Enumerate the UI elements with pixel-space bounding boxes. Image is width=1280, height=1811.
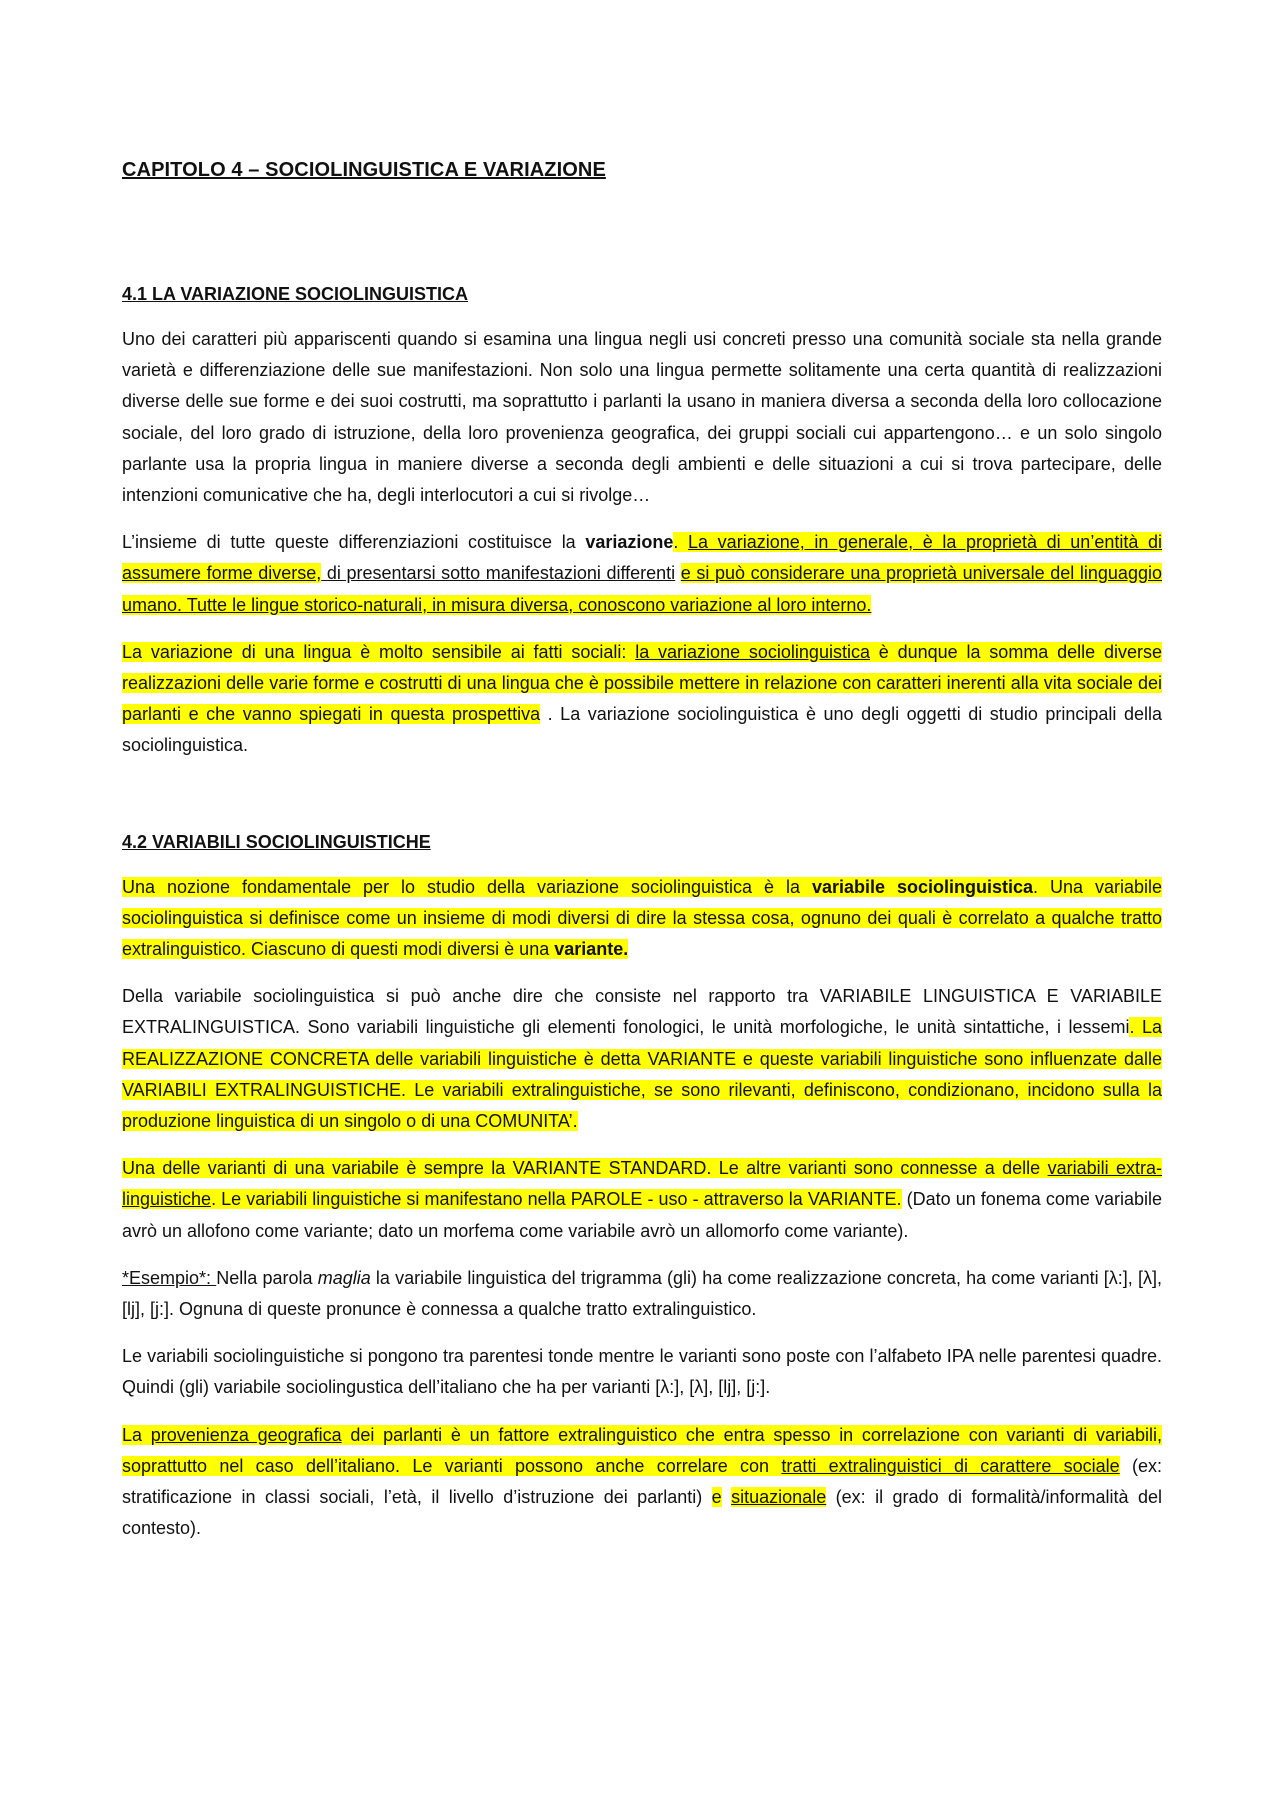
paragraph-4-2-variante-standard	[122, 1153, 1162, 1247]
section-heading-4-1: 4.1 LA VARIAZIONE SOCIOLINGUISTICA	[122, 284, 469, 304]
paragraph-4-2-provenienza	[122, 1420, 1162, 1545]
paragraph-4-2-nozione	[122, 872, 1162, 966]
highlighted-text: .	[673, 532, 689, 553]
bold-term-variante: variante.	[554, 939, 629, 960]
highlighted-text: Una nozione fondamentale per lo studio della variazione sociolinguistica è la	[122, 876, 812, 897]
highlighted-text: . Le variabili linguistiche si manifestano nella PAROLE - uso - attraverso la VARIANTE.	[211, 1189, 902, 1210]
text-run	[675, 563, 681, 583]
example-label: *Esempio*:	[122, 1267, 217, 1288]
highlighted-text: e	[711, 1487, 722, 1508]
bold-term-variabile-sociolinguistica: variabile sociolinguistica	[811, 876, 1034, 897]
highlighted-text: La	[122, 1424, 151, 1445]
highlighted-underlined-text: la variazione sociolinguistica	[635, 641, 870, 662]
highlighted-text: dei parlanti è un fattore extralinguistico che entra spesso in correlazione con varianti di variabili, soprattutto nel caso dell’italiano. Le varianti possono anche correlare con	[122, 1424, 1162, 1476]
text-run: . La variazione sociolinguistica è uno degli oggetti di studio principali della sociolinguistica.	[122, 704, 1162, 756]
text-run: Della variabile sociolinguistica si può anche dire che consiste nel rapporto tra VARIABILE LINGUISTICA E VARIABILE EXTRALINGUISTICA. Sono variabili linguistiche gli elementi fonologici, le unità morfologiche, le unità sintattiche, i lessemi	[122, 986, 1162, 1038]
highlighted-underlined-text: tratti extralinguistici di carattere sociale	[781, 1455, 1120, 1476]
paragraph-4-2-esempio	[122, 1263, 1162, 1325]
highlighted-underlined-text: situazionale	[731, 1487, 827, 1508]
section-spacer	[122, 778, 1162, 822]
highlighted-underlined-text: La variazione, in generale, è la proprietà di un’entità di assumere forme diverse,	[122, 532, 1162, 584]
chapter-title: CAPITOLO 4 – SOCIOLINGUISTICA E VARIAZIONE	[122, 159, 606, 181]
text-run: (ex: stratificazione in classi sociali, l’età, il livello d’istruzione dei parlanti)	[122, 1455, 1162, 1508]
highlighted-underlined-text: variabili extra-linguistiche	[122, 1158, 1162, 1210]
paragraph-4-1-sociolinguistica	[122, 637, 1162, 762]
highlighted-text: è dunque la somma delle diverse realizzazioni delle varie forme e costrutti di una lingua che è possibile mettere in relazione con caratteri inerenti alla vita sociale dei parlanti e che vanno spiegati in questa prospettiva	[122, 641, 1162, 725]
bold-term-variazione: variazione	[585, 532, 674, 553]
text-run: (Dato un fonema come variabile avrò un allofono come variante; dato un morfema come variabile avrò un allomorfo come variante).	[122, 1189, 1163, 1241]
highlighted-underlined-text: e si può considerare una proprietà universale del linguaggio umano. Tutte le lingue storico-naturali, in misura diversa, conoscono variazione al loro interno.	[122, 563, 1162, 615]
highlighted-text: Una delle varianti di una variabile è sempre la VARIANTE STANDARD. Le altre varianti sono connesse a delle	[122, 1158, 1048, 1179]
paragraph-4-1-intro: Uno dei caratteri più appariscenti quando si esamina una lingua negli usi concreti presso una comunità sociale sta nella grande varietà e differenziazione delle sue manifestazioni. Non solo una lingua permette solitamente una certa quantità di realizzazioni diverse delle sue forme e dei suoi costrutti, ma soprattutto i parlanti la usano in maniera diversa a seconda della loro collocazione sociale, del loro grado di istruzione, della loro provenienza geografica, dei gruppi sociali cui appartengono… e un solo singolo parlante usa la propria lingua in maniere diverse a seconda degli ambienti e delle situazioni a cui si trova partecipare, delle intenzioni comunicative che ha, degli interlocutori a cui si rivolge…	[122, 329, 1162, 506]
italic-term-maglia: maglia	[317, 1267, 371, 1288]
highlighted-text: . Una variabile sociolinguistica si definisce come un insieme di modi diversi di dire la stessa cosa, ognuno dei quali è correlato a qualche tratto extralinguistico. Ciascuno di questi modi diversi è una	[122, 876, 1162, 960]
text-run	[722, 1487, 731, 1507]
highlighted-underlined-text: provenienza geografica	[150, 1424, 342, 1445]
text-run: Nella parola	[216, 1267, 318, 1288]
paragraph-4-1-variazione	[122, 527, 1162, 621]
document-body	[122, 150, 1162, 1561]
text-run: (ex: il grado di formalità/informalità del contesto).	[122, 1487, 1162, 1539]
highlighted-text: La variazione di una lingua è molto sensibile ai fatti sociali:	[122, 641, 636, 662]
text-run: L’insieme di tutte queste differenziazioni costituisce la	[122, 532, 586, 553]
paragraph-4-2-parentesi: Le variabili sociolinguistiche si pongono tra parentesi tonde mentre le varianti sono poste con l’alfabeto IPA nelle parentesi quadre. Quindi (gli) variabile sociolingustica dell’italiano che ha per varianti [λ:], [λ], [lj], [j:].	[122, 1346, 1162, 1398]
paragraph-4-2-rapporto	[122, 981, 1162, 1137]
text-run: la variabile linguistica del trigramma (gli) ha come realizzazione concreta, ha come varianti [λ:], [λ], [lj], [j:]. Ognuna di queste pronunce è connessa a qualche tratto extralinguistico.	[122, 1267, 1163, 1320]
section-heading-4-2: 4.2 VARIABILI SOCIOLINGUISTICHE	[122, 831, 431, 852]
highlighted-text: . La REALIZZAZIONE CONCRETA delle variabili linguistiche è detta VARIANTE e queste variabili linguistiche sono influenzate dalle VARIABILI EXTRALINGUISTICHE. Le variabili extralinguistiche, se sono rilevanti, definiscono, condizionano, incidono sulla la produzione linguistica di un singolo o di una COMUNITA’.	[122, 1017, 1162, 1132]
underlined-text: di presentarsi sotto manifestazioni differenti	[321, 563, 676, 584]
